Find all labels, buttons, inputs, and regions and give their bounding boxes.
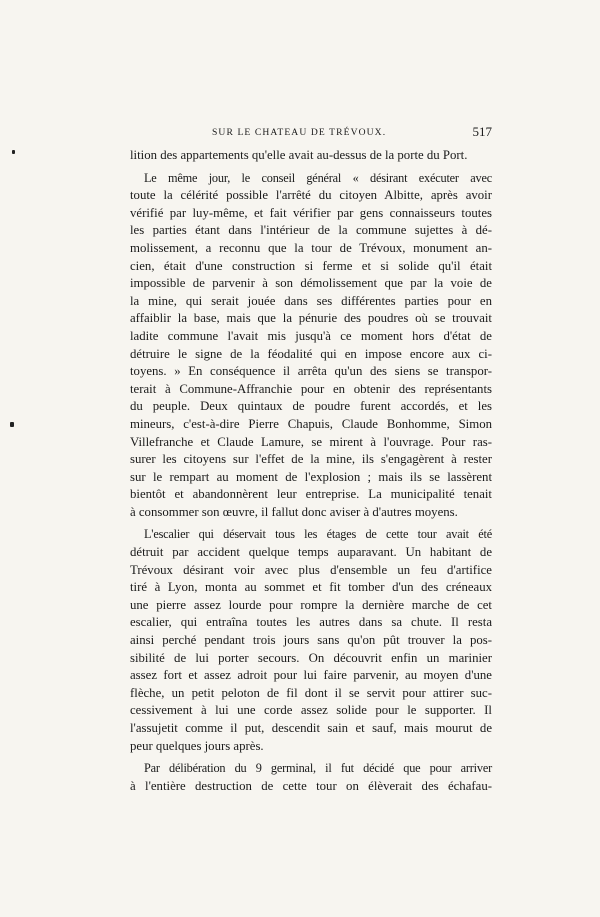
text-line: mineurs, c'est-à-dire Pierre Chapuis, Claude Bonhomme, Simon	[130, 416, 492, 431]
text-line: toyens. » En conséquence il arrêta qu'un des siens se transpor-	[130, 364, 492, 379]
margin-speck	[10, 422, 14, 427]
text-line: assez fort et assez adroit pour lui faire parvenir, au moyen d'une	[130, 668, 492, 683]
text-line: terait à Commune-Affranchie pour en obtenir des représentants	[130, 381, 492, 396]
text-line: une pierre assez lourde pour rompre la dernière marche de cet	[130, 597, 492, 612]
text-line: Par délibération du 9 germinal, il fut décidé que pour arriver	[144, 761, 492, 776]
text-line: ainsi perché pendant trois jours sans qu'on pût trouver la pos-	[130, 633, 492, 648]
text-line: détruit par accident quelque temps auparavant. Un habitant de	[130, 545, 492, 560]
paragraph	[130, 760, 492, 795]
text-line: molissement, a reconnu que la tour de Trévoux, monument an-	[130, 240, 492, 255]
text-line: sibilité de lui porter secours. On découvrit enfin un marinier	[130, 650, 492, 665]
text-line: du peuple. Deux quintaux de poudre furent accordés, et les	[130, 399, 492, 414]
text-line: l'assujetit comme il put, descendit sain et sauf, mais mourut de	[130, 721, 492, 735]
paragraph	[130, 526, 492, 755]
running-title: SUR LE CHATEAU DE TRÉVOUX.	[212, 127, 387, 138]
text-line: à consommer son œuvre, il fallut donc aviser à d'autres moyens.	[130, 504, 458, 519]
text-line: ladite commune l'avait mis jusqu'à ce moment hors d'état de	[130, 328, 492, 343]
text-line: cessivement à lui une corde assez solide pour le supporter. Il	[130, 703, 492, 718]
text-line: bientôt et abandonnèrent leur entreprise. La municipalité tenait	[130, 487, 492, 502]
text-line: peur quelques jours après.	[130, 738, 264, 753]
text-line: Le même jour, le conseil général « désirant exécuter avec	[144, 170, 492, 185]
page-number: 517	[472, 124, 492, 139]
paragraph	[130, 170, 492, 522]
text-line: impossible de parvenir à son démolissement que par la voie de	[130, 276, 492, 291]
running-head	[130, 124, 492, 143]
text-line: surer les citoyens sur l'effet de la mine, ils s'engagèrent à rester	[130, 452, 492, 467]
text-line: flèche, un petit peloton de fil dont il se servit pour attirer suc-	[130, 685, 492, 700]
body-text	[130, 147, 492, 795]
text-line: Villefranche et Claude Lamure, se mirent à l'ouvrage. Pour ras-	[130, 434, 492, 449]
text-line: détruire le signe de la féodalité qui en impose encore aux ci-	[130, 346, 492, 361]
text-line: vérifié par luy-même, et fait vérifier par gens connaisseurs toutes	[130, 205, 492, 220]
text-line: les parties étant dans l'intérieur de la commune sujettes à dé-	[130, 223, 492, 238]
text-line: toute la célérité possible l'arrêté du citoyen Albitte, après avoir	[130, 188, 492, 203]
text-line: L'escalier qui déservait tous les étages de cette tour avait été	[144, 527, 492, 542]
text-line: escalier, qui entraîna toutes les autres dans sa chute. Il resta	[130, 615, 492, 630]
text-line: affaiblir la base, mais que la pénurie des poudres où se trouvait	[130, 311, 492, 326]
text-line: à l'entière destruction de cette tour on élèverait des échafau-	[130, 778, 492, 793]
text-line: cien, était d'une construction si ferme et si solide qu'il était	[130, 258, 492, 273]
margin-speck	[12, 150, 15, 154]
text-line: tiré à Lyon, monta au sommet et fit tomber d'un des créneaux	[130, 580, 492, 595]
text-line: lition des appartements qu'elle avait au-dessus de la porte du Port.	[130, 148, 468, 162]
text-line: sur le rempart au moment de l'explosion ; mais ils se lassèrent	[130, 469, 492, 484]
text-line: Trévoux désirant voir avec plus d'ensemble un feu d'artifice	[130, 562, 492, 577]
text-line: la mine, qui serait jouée dans ses différentes parties pour en	[130, 293, 492, 308]
paragraph	[130, 147, 492, 165]
